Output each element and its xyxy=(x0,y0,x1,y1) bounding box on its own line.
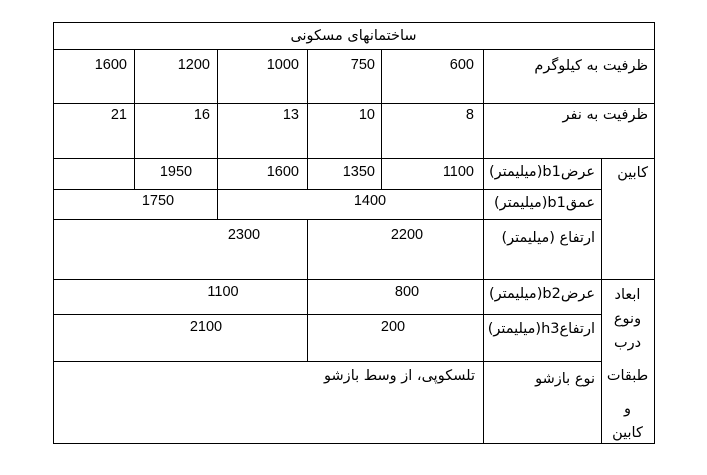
capacity-kg-value: 750 xyxy=(350,57,375,73)
capacity-people-value: 13 xyxy=(282,107,299,123)
capacity-kg-value: 600 xyxy=(449,57,474,73)
grid-line xyxy=(53,314,601,315)
grid-line xyxy=(53,361,601,362)
door-height-label: ارتفاعh3(میلیمتر) xyxy=(487,321,595,337)
grid-line xyxy=(53,443,654,444)
opening-type-value: تلسکوپی، از وسط بازشو xyxy=(324,368,475,384)
capacity-people-label: ظرفیت به نفر xyxy=(562,107,648,123)
table-title: ساختمانهای مسکونی xyxy=(290,28,417,44)
cabin-height-value: 2200 xyxy=(390,227,424,243)
cabin-depth-label: عمقb1(میلیمتر) xyxy=(494,195,595,211)
doors-group-label: ابعاد xyxy=(614,287,641,303)
cabin-depth-value: 1750 xyxy=(141,193,175,209)
capacity-kg-label: ظرفیت به کیلوگرم xyxy=(534,58,648,74)
cabin-width-label: عرضb1(میلیمتر) xyxy=(488,164,595,180)
cabin-width-value: 1100 xyxy=(442,164,474,180)
grid-line xyxy=(53,22,654,23)
capacity-people-value: 8 xyxy=(465,107,474,123)
capacity-people-value: 21 xyxy=(110,107,127,123)
capacity-people-value: 10 xyxy=(358,107,375,123)
capacity-kg-value: 1600 xyxy=(94,57,127,73)
capacity-people-value: 16 xyxy=(193,107,210,123)
grid-line xyxy=(381,49,382,189)
grid-line xyxy=(53,158,654,159)
doors-group-label: کابین xyxy=(612,425,643,441)
doors-group-label: طبقات xyxy=(606,368,649,384)
grid-line xyxy=(53,279,654,280)
grid-line xyxy=(53,189,601,190)
cabin-width-value: 1350 xyxy=(342,164,375,180)
cabin-height-value: 2300 xyxy=(227,227,261,243)
door-height-value: 200 xyxy=(380,319,406,335)
grid-line xyxy=(654,22,655,444)
grid-line xyxy=(483,49,484,444)
cabin-width-value: 1600 xyxy=(266,164,299,180)
grid-line xyxy=(307,49,308,189)
cabin-height-label: ارتفاع (میلیمتر) xyxy=(501,230,595,246)
capacity-kg-value: 1000 xyxy=(266,57,299,73)
cabin-depth-value: 1400 xyxy=(353,193,387,209)
grid-line xyxy=(53,49,654,50)
doors-group-label: و xyxy=(623,401,631,417)
door-height-value: 2100 xyxy=(189,319,223,335)
capacity-kg-value: 1200 xyxy=(177,57,210,73)
door-width-value: 1100 xyxy=(207,284,239,300)
cabin-width-value: 1950 xyxy=(159,164,193,180)
grid-line xyxy=(53,219,601,220)
grid-line xyxy=(53,103,654,104)
door-width-label: عرضb2(میلیمتر) xyxy=(488,286,595,302)
doors-group-label: ونوع xyxy=(613,311,642,327)
opening-type-label: نوع بازشو xyxy=(535,371,595,387)
doors-group-label: درب xyxy=(613,335,642,351)
cabin-group-label: کابین xyxy=(617,165,648,181)
door-width-value: 800 xyxy=(394,284,420,300)
